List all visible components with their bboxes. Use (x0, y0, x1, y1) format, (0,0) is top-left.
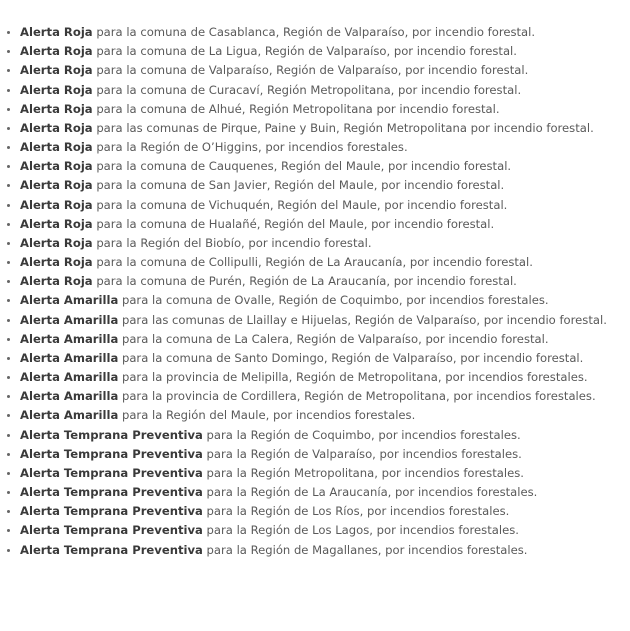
alert-description: para la Región de La Araucanía, por incendios forestales. (206, 485, 538, 500)
alert-item (0, 521, 612, 540)
alert-item (0, 23, 612, 42)
bullet-icon (7, 127, 10, 130)
bullet-icon (7, 549, 10, 552)
bullet-icon (7, 280, 10, 283)
alert-level: Alerta Roja (20, 255, 93, 270)
alert-level: Alerta Roja (20, 63, 93, 78)
bullet-icon (7, 89, 10, 92)
alert-level: Alerta Roja (20, 197, 93, 212)
alert-list (0, 23, 612, 560)
alert-level: Alerta Roja (20, 159, 93, 174)
alert-description: para la comuna de Casablanca, Región de Valparaíso, por incendio forestal. (96, 25, 536, 39)
bullet-icon (7, 50, 10, 53)
alert-description: para la provincia de Melipilla, Región de Metropolitana, por incendios forestales. (121, 370, 588, 385)
alert-item (0, 483, 612, 502)
alert-level: Alerta Amarilla (20, 350, 119, 365)
alert-description: para la Región de Valparaíso, por incendios forestales. (206, 446, 522, 461)
alert-level: Alerta Roja (20, 120, 93, 135)
alert-level: Alerta Temprana Preventiva (20, 446, 203, 461)
alert-description: para la comuna de Santo Domingo, Región de Valparaíso, por incendio forestal. (121, 350, 584, 365)
alert-item (0, 215, 612, 234)
alert-level: Alerta Amarilla (20, 293, 119, 308)
bullet-icon (7, 491, 10, 494)
alert-description: para la comuna de Cauquenes, Región del Maule, por incendio forestal. (96, 159, 512, 174)
alert-item (0, 406, 612, 425)
bullet-icon (7, 204, 10, 207)
alert-item (0, 311, 612, 330)
alert-description: para la comuna de Collipulli, Región de La Araucanía, por incendio forestal. (96, 255, 533, 270)
bullet-icon (7, 414, 10, 417)
alert-description: para la comuna de La Ligua, Región de Valparaíso, por incendio forestal. (96, 44, 517, 59)
alert-level: Alerta Temprana Preventiva (20, 485, 203, 500)
alert-level: Alerta Roja (20, 178, 93, 193)
alert-item (0, 426, 612, 445)
alert-level: Alerta Amarilla (20, 331, 119, 346)
bullet-icon (7, 223, 10, 226)
alert-item (0, 368, 612, 387)
alert-item (0, 176, 612, 195)
bullet-icon (7, 376, 10, 379)
alert-level: Alerta Amarilla (20, 408, 119, 423)
alert-description: para la Región de Los Lagos, por incendios forestales. (206, 523, 519, 538)
bullet-icon (7, 261, 10, 264)
alert-description: para la comuna de Vichuquén, Región del Maule, por incendio forestal. (96, 197, 508, 212)
alert-item (0, 196, 612, 215)
alert-description: para la comuna de Purén, Región de La Araucanía, por incendio forestal. (96, 274, 517, 289)
alert-item (0, 81, 612, 100)
alert-level: Alerta Amarilla (20, 312, 119, 327)
bullet-icon (7, 299, 10, 302)
alert-item (0, 445, 612, 464)
alert-item (0, 157, 612, 176)
alert-description: para la comuna de La Calera, Región de Valparaíso, por incendio forestal. (121, 331, 549, 346)
alert-item (0, 61, 612, 80)
bullet-icon (7, 338, 10, 341)
alert-item (0, 138, 612, 157)
bullet-icon (7, 69, 10, 72)
alert-description: para las comunas de Pirque, Paine y Buin, Región Metropolitana por incendio forestal. (96, 120, 594, 135)
alert-item (0, 291, 612, 310)
alert-description: para la comuna de Ovalle, Región de Coquimbo, por incendios forestales. (121, 293, 549, 308)
bullet-icon (7, 453, 10, 456)
alert-description: para la comuna de Curacaví, Región Metropolitana, por incendio forestal. (96, 82, 522, 97)
alert-description: para la Región de Magallanes, por incendios forestales. (206, 542, 528, 557)
bullet-icon (7, 184, 10, 187)
alert-description: para la Región del Biobío, por incendio forestal. (96, 235, 372, 250)
alert-level: Alerta Roja (20, 274, 93, 289)
alert-item (0, 502, 612, 521)
alert-item (0, 330, 612, 349)
alert-level: Alerta Temprana Preventiva (20, 523, 203, 538)
alert-description: para las comunas de Llaillay e Hijuelas, Región de Valparaíso, por incendio forestal. (121, 312, 607, 327)
alert-item (0, 349, 612, 368)
alert-description: para la Región Metropolitana, por incendios forestales. (206, 465, 524, 480)
bullet-icon (7, 395, 10, 398)
bullet-icon (7, 242, 10, 245)
bullet-icon (7, 319, 10, 322)
bullet-icon (7, 146, 10, 149)
bullet-icon (7, 529, 10, 532)
alert-level: Alerta Roja (20, 82, 93, 97)
alert-description: para la comuna de Valparaíso, Región de Valparaíso, por incendio forestal. (96, 63, 529, 78)
bullet-icon (7, 31, 10, 34)
alert-level: Alerta Amarilla (20, 389, 119, 404)
alert-description: para la comuna de Alhué, Región Metropolitana por incendio forestal. (96, 101, 500, 116)
alert-description: para la Región de O’Higgins, por incendios forestales. (96, 140, 408, 155)
alert-level: Alerta Roja (20, 216, 93, 231)
alert-item (0, 234, 612, 253)
alert-level: Alerta Roja (20, 25, 93, 39)
bullet-icon (7, 434, 10, 437)
alert-description: para la provincia de Cordillera, Región de Metropolitana, por incendios forestales. (121, 389, 596, 404)
alert-description: para la Región de Coquimbo, por incendios forestales. (206, 427, 521, 442)
alert-item (0, 541, 612, 560)
alert-level: Alerta Roja (20, 44, 93, 59)
bullet-icon (7, 357, 10, 360)
alert-item (0, 272, 612, 291)
alert-description: para la Región de Los Ríos, por incendios forestales. (206, 504, 510, 519)
alert-level: Alerta Temprana Preventiva (20, 542, 203, 557)
alert-description: para la Región del Maule, por incendios forestales. (121, 408, 416, 423)
alert-level: Alerta Roja (20, 101, 93, 116)
alert-level: Alerta Temprana Preventiva (20, 504, 203, 519)
alert-item (0, 42, 612, 61)
alert-item (0, 387, 612, 406)
alert-description: para la comuna de Hualañé, Región del Maule, por incendio forestal. (96, 216, 495, 231)
bullet-icon (7, 108, 10, 111)
alert-item (0, 119, 612, 138)
alert-item (0, 253, 612, 272)
bullet-icon (7, 510, 10, 513)
alert-level: Alerta Roja (20, 235, 93, 250)
alert-level: Alerta Temprana Preventiva (20, 427, 203, 442)
alert-description: para la comuna de San Javier, Región del Maule, por incendio forestal. (96, 178, 505, 193)
bullet-icon (7, 472, 10, 475)
alert-level: Alerta Temprana Preventiva (20, 465, 203, 480)
bullet-icon (7, 165, 10, 168)
alert-level: Alerta Roja (20, 140, 93, 155)
alert-level: Alerta Amarilla (20, 370, 119, 385)
alert-item (0, 100, 612, 119)
alert-item (0, 464, 612, 483)
